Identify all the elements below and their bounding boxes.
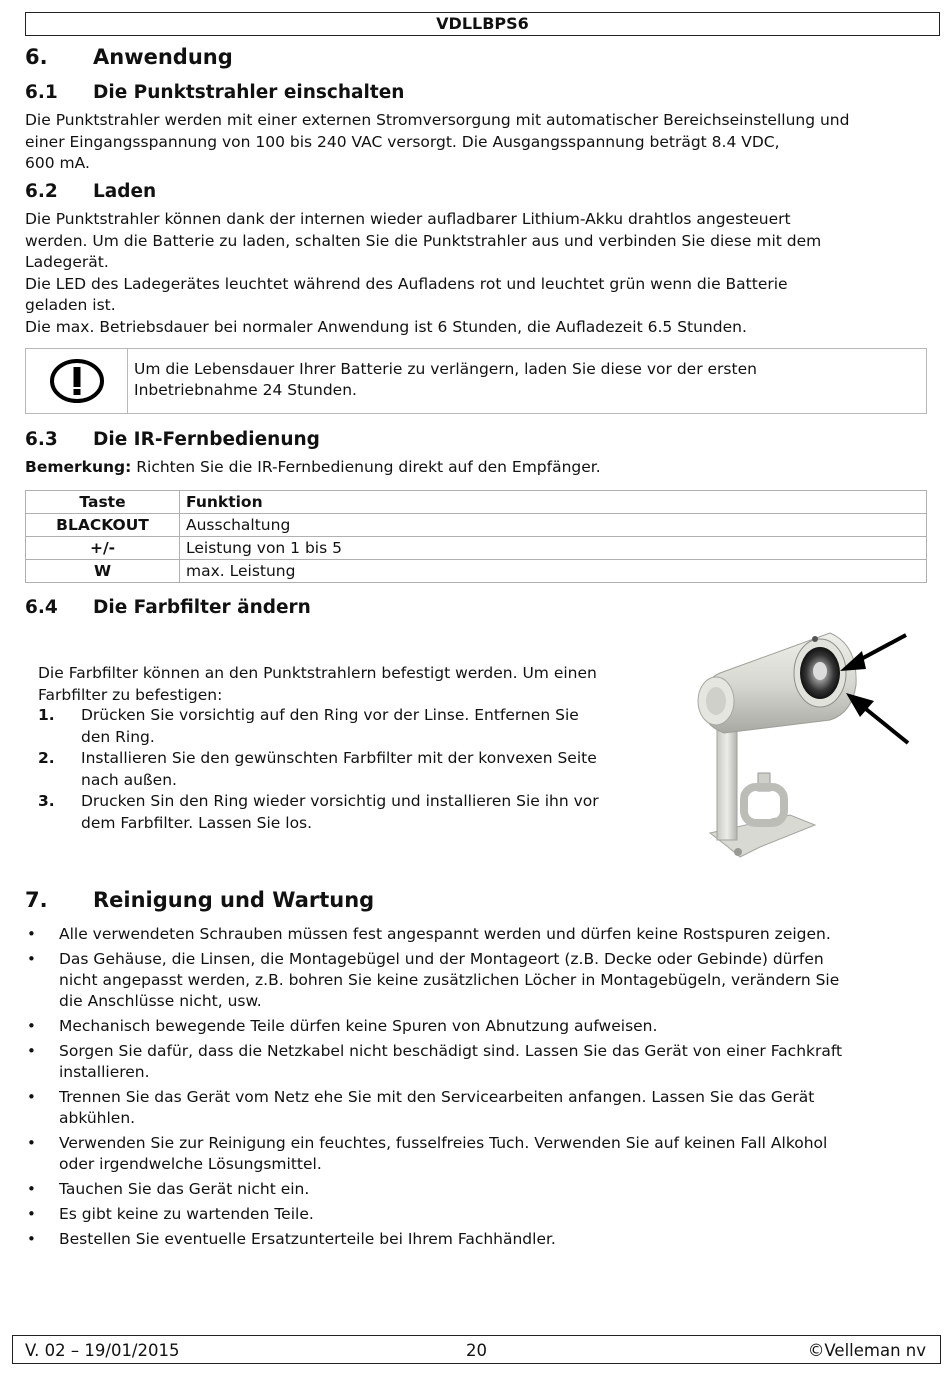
list-item xyxy=(38,791,653,834)
text-line: Die Punktstrahler werden mit einer externen Stromversorgung mit automatischer Bereichseinstellung und xyxy=(25,111,850,129)
table-header-cell: Funktion xyxy=(180,491,927,514)
table-header-row xyxy=(26,491,927,514)
list-item xyxy=(38,748,653,791)
step-number: 3. xyxy=(38,792,55,810)
table-cell-key: BLACKOUT xyxy=(26,514,180,537)
section-6-4-heading xyxy=(25,597,311,618)
text-line: nicht angepasst werden, z.B. bohren Sie keine zusätzlichen Löcher in Montagebügeln, verändern Sie xyxy=(59,971,840,989)
table-cell-function: max. Leistung xyxy=(180,560,927,583)
table-row xyxy=(26,560,927,583)
list-item xyxy=(25,1229,930,1250)
section-7-heading xyxy=(25,888,374,912)
list-item xyxy=(25,1016,930,1037)
text-line: Es gibt keine zu wartenden Teile. xyxy=(59,1205,314,1223)
exclamation-circle-icon xyxy=(49,359,105,403)
subsection-number: 6.2 xyxy=(25,181,58,202)
spotlight-with-arrows-photo xyxy=(680,625,920,865)
table-row xyxy=(26,514,927,537)
subsection-title: Die Punktstrahler einschalten xyxy=(93,82,405,103)
bullet-marker: • xyxy=(27,1042,36,1060)
text-line: Farbfilter zu befestigen: xyxy=(38,685,223,704)
list-item xyxy=(25,1087,930,1129)
text-line: Ladegerät. xyxy=(25,253,109,271)
section-number: 7. xyxy=(25,888,48,912)
step-number: 1. xyxy=(38,706,55,724)
bullet-marker: • xyxy=(27,1088,36,1106)
bullet-marker: • xyxy=(27,1134,36,1152)
subsection-title: Die IR-Fernbedienung xyxy=(93,429,320,450)
ir-remote-table xyxy=(25,490,927,583)
section-6-1-heading xyxy=(25,82,404,103)
table-cell-key: +/- xyxy=(26,537,180,560)
text-line: nach außen. xyxy=(81,770,177,789)
text-line: oder irgendwelche Lösungsmittel. xyxy=(59,1155,322,1173)
note-text xyxy=(134,359,914,401)
bullet-marker: • xyxy=(27,1180,36,1198)
page-number: 20 xyxy=(466,1341,487,1360)
list-item xyxy=(25,1133,930,1175)
page-footer xyxy=(12,1335,941,1364)
text-line: Tauchen Sie das Gerät nicht ein. xyxy=(59,1180,310,1198)
subsection-number: 6.4 xyxy=(25,597,58,618)
text-line: Inbetriebnahme 24 Stunden. xyxy=(134,381,357,399)
text-line: Bestellen Sie eventuelle Ersatzunterteile bei Ihrem Fachhändler. xyxy=(59,1230,556,1248)
text-line: 600 mA. xyxy=(25,154,90,172)
text-line: Drücken Sie vorsichtig auf den Ring vor der Linse. Entfernen Sie xyxy=(81,706,579,724)
text-line: Drucken Sin den Ring wieder vorsichtig und installieren Sie ihn vor xyxy=(81,792,599,810)
subsection-number: 6.1 xyxy=(25,82,58,103)
text-line: Die Punktstrahler können dank der internen wieder aufladbarer Lithium-Akku drahtlos angesteuert xyxy=(25,210,791,228)
step-number: 2. xyxy=(38,749,55,767)
table-cell-function: Ausschaltung xyxy=(180,514,927,537)
text-line: Das Gehäuse, die Linsen, die Montagebügel und der Montageort (z.B. Decke oder Gebinde) dürfen xyxy=(59,950,824,968)
text-line: geladen ist. xyxy=(25,296,116,314)
page-header xyxy=(25,12,940,36)
text-line: werden. Um die Batterie zu laden, schalten Sie die Punktstrahler aus und verbinden Sie diese mit dem xyxy=(25,231,822,250)
table-row xyxy=(26,537,927,560)
list-item xyxy=(25,949,930,1012)
note-icon-cell xyxy=(26,349,128,413)
maintenance-bullet-list xyxy=(25,924,930,1254)
paragraph-charging xyxy=(25,209,935,338)
text-line: die Anschlüsse nicht, usw. xyxy=(59,992,262,1010)
remark-line xyxy=(25,458,935,476)
text-line: Die LED des Ladegerätes leuchtet während des Aufladens rot und leuchtet grün wenn die Batterie xyxy=(25,274,788,293)
list-item xyxy=(25,924,930,945)
subsection-number: 6.3 xyxy=(25,429,58,450)
remark-label: Bemerkung: xyxy=(25,458,132,476)
section-number: 6. xyxy=(25,45,48,69)
list-item xyxy=(25,1041,930,1083)
version-date: V. 02 – 19/01/2015 xyxy=(25,1341,180,1360)
bullet-marker: • xyxy=(27,1230,36,1248)
bullet-marker: • xyxy=(27,925,36,943)
subsection-title: Die Farbfilter ändern xyxy=(93,597,311,618)
text-line: einer Eingangsspannung von 100 bis 240 VAC versorgt. Die Ausgangsspannung beträgt 8.4 VDC, xyxy=(25,132,780,151)
text-line: Die max. Betriebsdauer bei normaler Anwendung ist 6 Stunden, die Aufladezeit 6.5 Stunden. xyxy=(25,317,747,336)
battery-note-box xyxy=(25,348,927,414)
subsection-title: Laden xyxy=(93,181,157,202)
text-line: Um die Lebensdauer Ihrer Batterie zu verlängern, laden Sie diese vor der ersten xyxy=(134,360,757,378)
bullet-marker: • xyxy=(27,1205,36,1223)
text-line: Installieren Sie den gewünschten Farbfilter mit der konvexen Seite xyxy=(81,749,597,767)
text-line: Mechanisch bewegende Teile dürfen keine Spuren von Abnutzung aufweisen. xyxy=(59,1017,658,1035)
table-cell-function: Leistung von 1 bis 5 xyxy=(180,537,927,560)
paragraph-power-supply xyxy=(25,110,935,175)
color-filter-steps xyxy=(38,705,653,834)
text-line: Verwenden Sie zur Reinigung ein feuchtes, fusselfreies Tuch. Verwenden Sie auf keinen Fall Alkohol xyxy=(59,1134,828,1152)
list-item xyxy=(38,705,653,748)
text-line: Die Farbfilter können an den Punktstrahlern befestigt werden. Um einen xyxy=(38,664,597,682)
table-header-cell: Taste xyxy=(26,491,180,514)
text-line: abkühlen. xyxy=(59,1109,136,1127)
section-title: Reinigung und Wartung xyxy=(93,888,375,912)
text-line: Sorgen Sie dafür, dass die Netzkabel nicht beschädigt sind. Lassen Sie das Gerät von einer Fachkraft xyxy=(59,1042,843,1060)
text-line: installieren. xyxy=(59,1063,150,1081)
section-6-3-heading xyxy=(25,429,320,450)
text-line: Alle verwendeten Schrauben müssen fest angespannt werden und dürfen keine Rostspuren zeigen. xyxy=(59,925,831,943)
text-line: Trennen Sie das Gerät vom Netz ehe Sie mit den Servicearbeiten anfangen. Lassen Sie das Gerät xyxy=(59,1088,815,1106)
copyright: ©Velleman nv xyxy=(807,1341,926,1360)
color-filter-intro xyxy=(38,663,658,706)
table-cell-key: W xyxy=(26,560,180,583)
list-item xyxy=(25,1204,930,1225)
remark-text: Richten Sie die IR-Fernbedienung direkt auf den Empfänger. xyxy=(131,458,601,476)
text-line: den Ring. xyxy=(81,727,155,746)
section-6-2-heading xyxy=(25,181,156,202)
section-6-heading xyxy=(25,45,233,69)
bullet-marker: • xyxy=(27,950,36,968)
model-number: VDLLBPS6 xyxy=(436,14,529,33)
text-line: dem Farbfilter. Lassen Sie los. xyxy=(81,813,313,832)
bullet-marker: • xyxy=(27,1017,36,1035)
section-title: Anwendung xyxy=(93,45,233,69)
list-item xyxy=(25,1179,930,1200)
